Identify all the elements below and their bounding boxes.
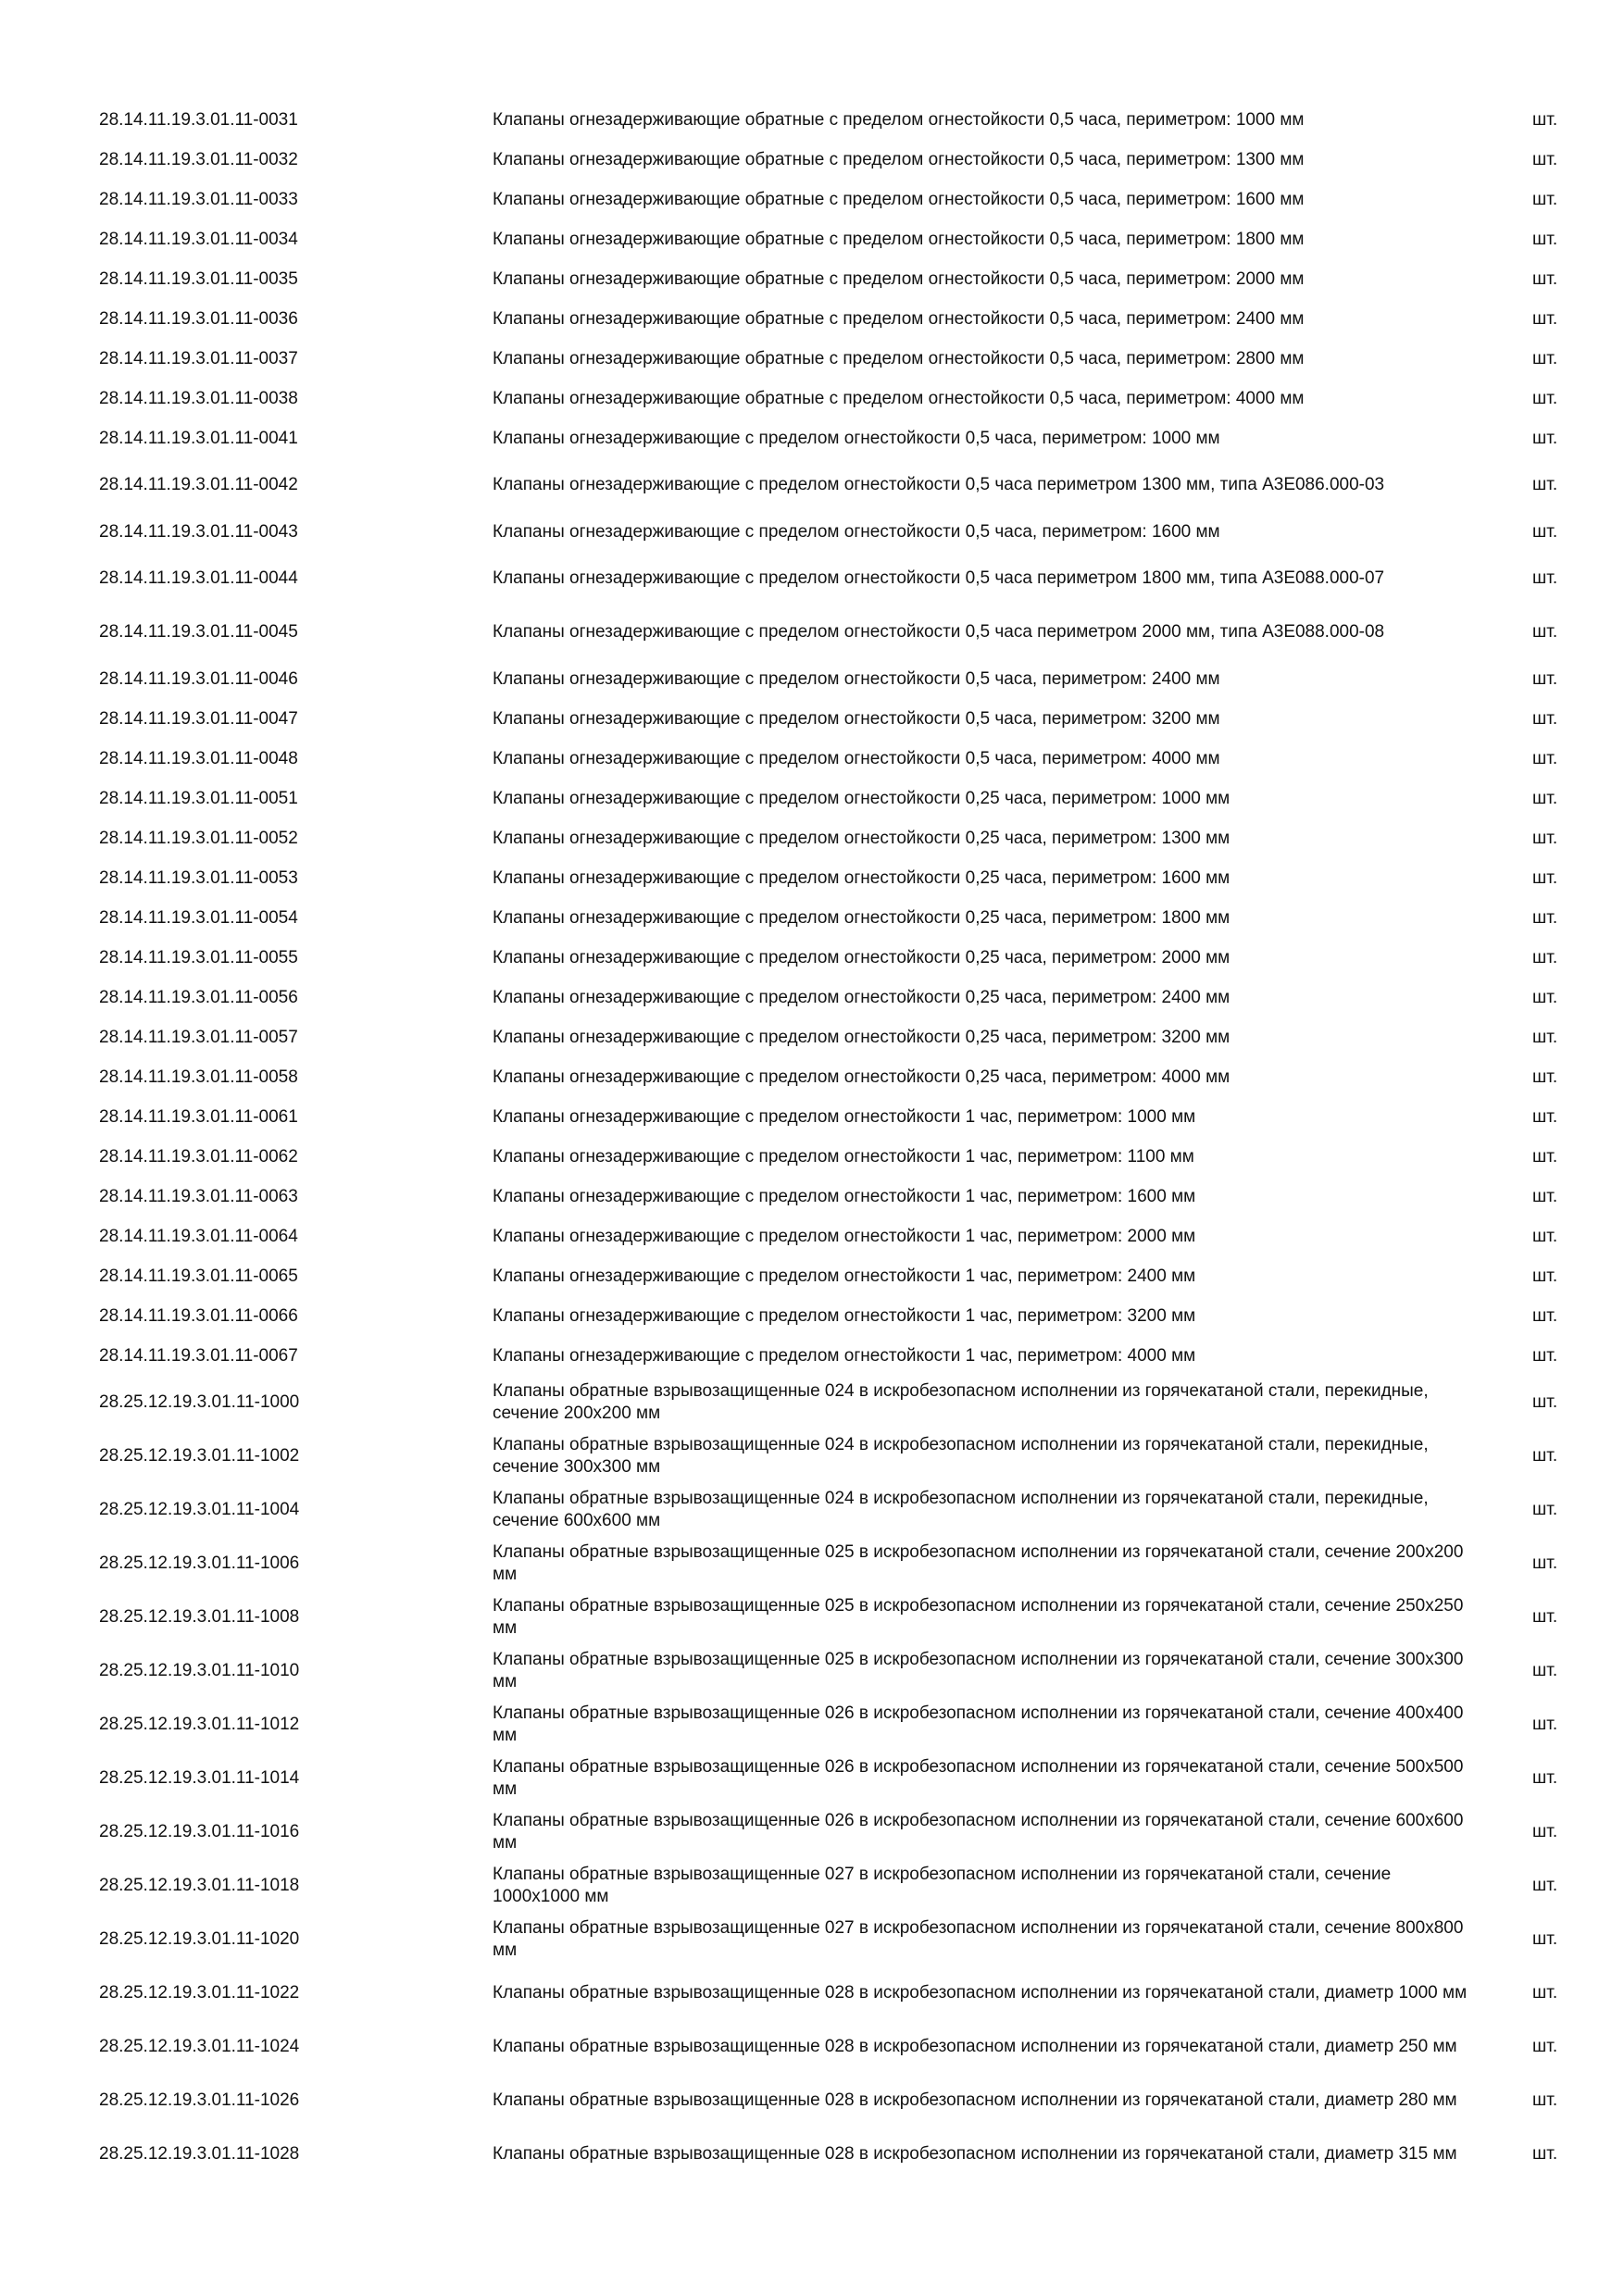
row-description: Клапаны огнезадерживающие с пределом огнестойкости 0,25 часа, периметром: 1800 мм <box>493 907 1230 928</box>
table-row <box>0 2128 1624 2181</box>
row-description: Клапаны обратные взрывозащищенные 024 в искробезопасном исполнении из горячекатаной стали, перекидные, сечение 200х200 мм <box>493 1381 1429 1423</box>
row-unit: шт. <box>1532 308 1558 329</box>
row-code: 28.14.11.19.3.01.11-0044 <box>99 568 298 588</box>
row-description: Клапаны обратные взрывозащищенные 027 в искробезопасном исполнении из горячекатаной стали, сечение 1000х1000 мм <box>493 1865 1392 1906</box>
row-code: 28.25.12.19.3.01.11-1016 <box>99 1822 300 1841</box>
row-code: 28.14.11.19.3.01.11-0043 <box>99 521 298 542</box>
row-description: Клапаны обратные взрывозащищенные 028 в искробезопасном исполнении из горячекатаной стали, диаметр 280 мм <box>493 2090 1457 2110</box>
table-row <box>0 1296 1624 1336</box>
row-code: 28.25.12.19.3.01.11-1014 <box>99 1768 300 1788</box>
row-description: Клапаны обратные взрывозащищенные 024 в искробезопасном исполнении из горячекатаной стали, перекидные, сечение 300х300 мм <box>493 1435 1429 1477</box>
row-description: Клапаны огнезадерживающие с пределом огнестойкости 0,5 часа, периметром: 1000 мм <box>493 428 1220 448</box>
row-description: Клапаны обратные взрывозащищенные 027 в искробезопасном исполнении из горячекатаной стали, сечение 800х800 мм <box>493 1918 1464 1960</box>
row-description: Клапаны огнезадерживающие обратные с пределом огнестойкости 0,5 часа, периметром: 1000 мм <box>493 109 1305 130</box>
row-code: 28.14.11.19.3.01.11-0047 <box>99 708 298 729</box>
row-unit: шт. <box>1532 1106 1558 1127</box>
table-row <box>0 2020 1624 2074</box>
row-description: Клапаны огнезадерживающие обратные с пределом огнестойкости 0,5 часа, периметром: 1300 мм <box>493 149 1305 169</box>
row-unit: шт. <box>1532 1067 1558 1087</box>
row-code: 28.14.11.19.3.01.11-0051 <box>99 788 298 808</box>
row-description: Клапаны обратные взрывозащищенные 024 в искробезопасном исполнении из горячекатаной стали, перекидные, сечение 600х600 мм <box>493 1489 1429 1530</box>
table-row <box>0 418 1624 458</box>
row-description: Клапаны огнезадерживающие с пределом огнестойкости 1 час, периметром: 2400 мм <box>493 1266 1196 1286</box>
row-unit: шт. <box>1532 109 1558 130</box>
row-unit: шт. <box>1532 708 1558 729</box>
table-row <box>0 2074 1624 2128</box>
row-unit: шт. <box>1532 668 1558 689</box>
table-row <box>0 458 1624 512</box>
table-row <box>0 299 1624 339</box>
table-row <box>0 1137 1624 1177</box>
row-description: Клапаны огнезадерживающие с пределом огнестойкости 1 час, периметром: 1000 мм <box>493 1106 1196 1127</box>
table-row <box>0 552 1624 605</box>
row-unit: шт. <box>1532 1876 1558 1895</box>
row-unit: шт. <box>1532 947 1558 967</box>
row-unit: шт. <box>1532 229 1558 249</box>
table-row <box>0 219 1624 259</box>
row-unit: шт. <box>1532 1768 1558 1788</box>
row-code: 28.25.12.19.3.01.11-1010 <box>99 1661 300 1680</box>
row-code: 28.14.11.19.3.01.11-0046 <box>99 668 298 689</box>
row-description: Клапаны огнезадерживающие обратные с пределом огнестойкости 0,5 часа, периметром: 1600 мм <box>493 189 1305 209</box>
row-code: 28.25.12.19.3.01.11-1004 <box>99 1500 300 1519</box>
row-description: Клапаны огнезадерживающие с пределом огнестойкости 0,25 часа, периметром: 1300 мм <box>493 828 1230 848</box>
table-row <box>0 1217 1624 1256</box>
row-unit: шт. <box>1532 1345 1558 1366</box>
row-description: Клапаны огнезадерживающие с пределом огнестойкости 0,25 часа, периметром: 4000 мм <box>493 1067 1230 1087</box>
row-unit: шт. <box>1532 867 1558 888</box>
table-row <box>0 898 1624 938</box>
row-code: 28.14.11.19.3.01.11-0067 <box>99 1345 298 1366</box>
row-unit: шт. <box>1532 987 1558 1007</box>
row-code: 28.25.12.19.3.01.11-1008 <box>99 1607 300 1627</box>
row-code: 28.25.12.19.3.01.11-1020 <box>99 1929 300 1949</box>
table-row <box>0 1698 1624 1752</box>
row-description: Клапаны обратные взрывозащищенные 026 в искробезопасном исполнении из горячекатаной стали, сечение 600х600 мм <box>493 1811 1464 1853</box>
row-unit: шт. <box>1532 1607 1558 1627</box>
row-code: 28.25.12.19.3.01.11-1028 <box>99 2144 300 2164</box>
table-row <box>0 1483 1624 1537</box>
row-code: 28.14.11.19.3.01.11-0052 <box>99 828 298 848</box>
table-row <box>0 1097 1624 1137</box>
table-row <box>0 699 1624 739</box>
row-unit: шт. <box>1532 2037 1558 2056</box>
row-code: 28.14.11.19.3.01.11-0064 <box>99 1226 298 1246</box>
row-description: Клапаны огнезадерживающие с пределом огнестойкости 0,5 часа периметром 2000 мм, типа А3Е088.000-08 <box>493 622 1385 642</box>
table-row <box>0 180 1624 219</box>
row-description: Клапаны огнезадерживающие с пределом огнестойкости 0,5 часа, периметром: 4000 мм <box>493 748 1220 768</box>
row-code: 28.25.12.19.3.01.11-1000 <box>99 1392 300 1412</box>
table-row <box>0 739 1624 779</box>
row-code: 28.14.11.19.3.01.11-0036 <box>99 308 298 329</box>
row-code: 28.14.11.19.3.01.11-0041 <box>99 428 298 448</box>
row-unit: шт. <box>1532 1392 1558 1412</box>
row-unit: шт. <box>1532 428 1558 448</box>
row-code: 28.14.11.19.3.01.11-0032 <box>99 149 298 169</box>
row-code: 28.14.11.19.3.01.11-0037 <box>99 348 298 368</box>
row-code: 28.14.11.19.3.01.11-0035 <box>99 268 298 289</box>
row-code: 28.14.11.19.3.01.11-0034 <box>99 229 298 249</box>
table-row <box>0 1537 1624 1591</box>
row-description: Клапаны обратные взрывозащищенные 025 в искробезопасном исполнении из горячекатаной стали, сечение 200х200 мм <box>493 1542 1464 1584</box>
row-code: 28.25.12.19.3.01.11-1018 <box>99 1876 300 1895</box>
table-row <box>0 1752 1624 1805</box>
row-unit: шт. <box>1532 521 1558 542</box>
row-code: 28.14.11.19.3.01.11-0062 <box>99 1146 298 1167</box>
table-row <box>0 1644 1624 1698</box>
row-code: 28.14.11.19.3.01.11-0048 <box>99 748 298 768</box>
table-row <box>0 512 1624 552</box>
table-row <box>0 858 1624 898</box>
table-row <box>0 1966 1624 2020</box>
row-unit: шт. <box>1532 1027 1558 1047</box>
table-row <box>0 1057 1624 1097</box>
row-code: 28.14.11.19.3.01.11-0058 <box>99 1067 298 1087</box>
row-description: Клапаны огнезадерживающие обратные с пределом огнестойкости 0,5 часа, периметром: 2000 мм <box>493 268 1305 289</box>
table-row <box>0 1017 1624 1057</box>
row-unit: шт. <box>1532 1305 1558 1326</box>
row-unit: шт. <box>1532 748 1558 768</box>
row-code: 28.14.11.19.3.01.11-0065 <box>99 1266 298 1286</box>
row-description: Клапаны огнезадерживающие с пределом огнестойкости 0,25 часа, периметром: 2400 мм <box>493 987 1230 1007</box>
row-description: Клапаны огнезадерживающие с пределом огнестойкости 0,5 часа периметром 1800 мм, типа А3Е088.000-07 <box>493 568 1385 588</box>
table-row <box>0 1913 1624 1966</box>
table-row <box>0 1256 1624 1296</box>
row-description: Клапаны огнезадерживающие с пределом огнестойкости 0,5 часа, периметром: 3200 мм <box>493 708 1220 729</box>
row-code: 28.25.12.19.3.01.11-1022 <box>99 1983 300 2003</box>
row-code: 28.14.11.19.3.01.11-0061 <box>99 1106 298 1127</box>
row-unit: шт. <box>1532 1983 1558 2003</box>
row-unit: шт. <box>1532 1929 1558 1949</box>
row-code: 28.25.12.19.3.01.11-1002 <box>99 1446 300 1466</box>
row-description: Клапаны обратные взрывозащищенные 026 в искробезопасном исполнении из горячекатаной стали, сечение 400х400 мм <box>493 1703 1464 1745</box>
row-code: 28.25.12.19.3.01.11-1026 <box>99 2090 300 2110</box>
row-description: Клапаны огнезадерживающие обратные с пределом огнестойкости 0,5 часа, периметром: 4000 мм <box>493 388 1305 408</box>
row-code: 28.14.11.19.3.01.11-0066 <box>99 1305 298 1326</box>
row-description: Клапаны огнезадерживающие обратные с пределом огнестойкости 0,5 часа, периметром: 2400 мм <box>493 308 1305 329</box>
table-row <box>0 1336 1624 1376</box>
table-row <box>0 1859 1624 1913</box>
row-description: Клапаны огнезадерживающие с пределом огнестойкости 0,25 часа, периметром: 3200 мм <box>493 1027 1230 1047</box>
table-row <box>0 938 1624 978</box>
row-description: Клапаны обратные взрывозащищенные 028 в искробезопасном исполнении из горячекатаной стали, диаметр 250 мм <box>493 2037 1457 2056</box>
row-unit: шт. <box>1532 2090 1558 2110</box>
table-row <box>0 978 1624 1017</box>
row-description: Клапаны огнезадерживающие обратные с пределом огнестойкости 0,5 часа, периметром: 1800 мм <box>493 229 1305 249</box>
row-description: Клапаны обратные взрывозащищенные 028 в искробезопасном исполнении из горячекатаной стали, диаметр 315 мм <box>493 2144 1457 2164</box>
row-unit: шт. <box>1532 1186 1558 1206</box>
table-row <box>0 1429 1624 1483</box>
row-unit: шт. <box>1532 907 1558 928</box>
row-unit: шт. <box>1532 1554 1558 1573</box>
row-code: 28.25.12.19.3.01.11-1024 <box>99 2037 300 2056</box>
row-code: 28.14.11.19.3.01.11-0031 <box>99 109 298 130</box>
row-description: Клапаны огнезадерживающие с пределом огнестойкости 1 час, периметром: 4000 мм <box>493 1345 1196 1366</box>
row-code: 28.14.11.19.3.01.11-0057 <box>99 1027 298 1047</box>
table-row <box>0 259 1624 299</box>
row-unit: шт. <box>1532 189 1558 209</box>
row-code: 28.14.11.19.3.01.11-0056 <box>99 987 298 1007</box>
table-row <box>0 779 1624 818</box>
row-unit: шт. <box>1532 1715 1558 1734</box>
row-unit: шт. <box>1532 1266 1558 1286</box>
table-row <box>0 818 1624 858</box>
row-description: Клапаны огнезадерживающие с пределом огнестойкости 0,5 часа, периметром: 2400 мм <box>493 668 1220 689</box>
row-code: 28.25.12.19.3.01.11-1012 <box>99 1715 300 1734</box>
row-description: Клапаны огнезадерживающие с пределом огнестойкости 1 час, периметром: 2000 мм <box>493 1226 1196 1246</box>
row-description: Клапаны обратные взрывозащищенные 025 в искробезопасном исполнении из горячекатаной стали, сечение 300х300 мм <box>493 1650 1464 1691</box>
row-unit: шт. <box>1532 388 1558 408</box>
row-description: Клапаны огнезадерживающие с пределом огнестойкости 0,5 часа периметром 1300 мм, типа А3Е086.000-03 <box>493 475 1385 494</box>
row-code: 28.14.11.19.3.01.11-0045 <box>99 622 298 642</box>
row-code: 28.14.11.19.3.01.11-0038 <box>99 388 298 408</box>
row-description: Клапаны огнезадерживающие с пределом огнестойкости 1 час, периметром: 1600 мм <box>493 1186 1196 1206</box>
row-unit: шт. <box>1532 828 1558 848</box>
table-row <box>0 339 1624 379</box>
row-unit: шт. <box>1532 622 1558 642</box>
row-unit: шт. <box>1532 1500 1558 1519</box>
row-code: 28.14.11.19.3.01.11-0063 <box>99 1186 298 1206</box>
row-unit: шт. <box>1532 1226 1558 1246</box>
table-row <box>0 1376 1624 1429</box>
row-description: Клапаны обратные взрывозащищенные 025 в искробезопасном исполнении из горячекатаной стали, сечение 250х250 мм <box>493 1596 1464 1638</box>
table-row <box>0 140 1624 180</box>
table-row <box>0 379 1624 418</box>
row-code: 28.14.11.19.3.01.11-0033 <box>99 189 298 209</box>
row-unit: шт. <box>1532 568 1558 588</box>
table-row <box>0 1591 1624 1644</box>
row-unit: шт. <box>1532 2144 1558 2164</box>
row-description: Клапаны огнезадерживающие с пределом огнестойкости 1 час, периметром: 1100 мм <box>493 1146 1194 1167</box>
row-unit: шт. <box>1532 788 1558 808</box>
row-code: 28.14.11.19.3.01.11-0042 <box>99 475 298 494</box>
row-unit: шт. <box>1532 348 1558 368</box>
row-unit: шт. <box>1532 1446 1558 1466</box>
row-unit: шт. <box>1532 1146 1558 1167</box>
row-description: Клапаны огнезадерживающие с пределом огнестойкости 0,25 часа, периметром: 1000 мм <box>493 788 1230 808</box>
resource-table <box>0 100 1624 2181</box>
row-description: Клапаны обратные взрывозащищенные 026 в искробезопасном исполнении из горячекатаной стали, сечение 500х500 мм <box>493 1757 1464 1799</box>
row-description: Клапаны огнезадерживающие с пределом огнестойкости 0,5 часа, периметром: 1600 мм <box>493 521 1220 542</box>
table-row <box>0 605 1624 659</box>
row-unit: шт. <box>1532 149 1558 169</box>
table-row <box>0 659 1624 699</box>
row-description: Клапаны огнезадерживающие с пределом огнестойкости 0,25 часа, периметром: 2000 мм <box>493 947 1230 967</box>
row-unit: шт. <box>1532 1822 1558 1841</box>
row-description: Клапаны огнезадерживающие с пределом огнестойкости 1 час, периметром: 3200 мм <box>493 1305 1196 1326</box>
row-unit: шт. <box>1532 1661 1558 1680</box>
row-unit: шт. <box>1532 475 1558 494</box>
row-code: 28.14.11.19.3.01.11-0055 <box>99 947 298 967</box>
row-description: Клапаны обратные взрывозащищенные 028 в искробезопасном исполнении из горячекатаной стали, диаметр 1000 мм <box>493 1983 1468 2003</box>
row-code: 28.14.11.19.3.01.11-0053 <box>99 867 298 888</box>
row-description: Клапаны огнезадерживающие с пределом огнестойкости 0,25 часа, периметром: 1600 мм <box>493 867 1230 888</box>
row-code: 28.14.11.19.3.01.11-0054 <box>99 907 298 928</box>
table-row <box>0 100 1624 140</box>
table-row <box>0 1805 1624 1859</box>
row-description: Клапаны огнезадерживающие обратные с пределом огнестойкости 0,5 часа, периметром: 2800 мм <box>493 348 1305 368</box>
row-unit: шт. <box>1532 268 1558 289</box>
table-row <box>0 1177 1624 1217</box>
row-code: 28.25.12.19.3.01.11-1006 <box>99 1554 300 1573</box>
